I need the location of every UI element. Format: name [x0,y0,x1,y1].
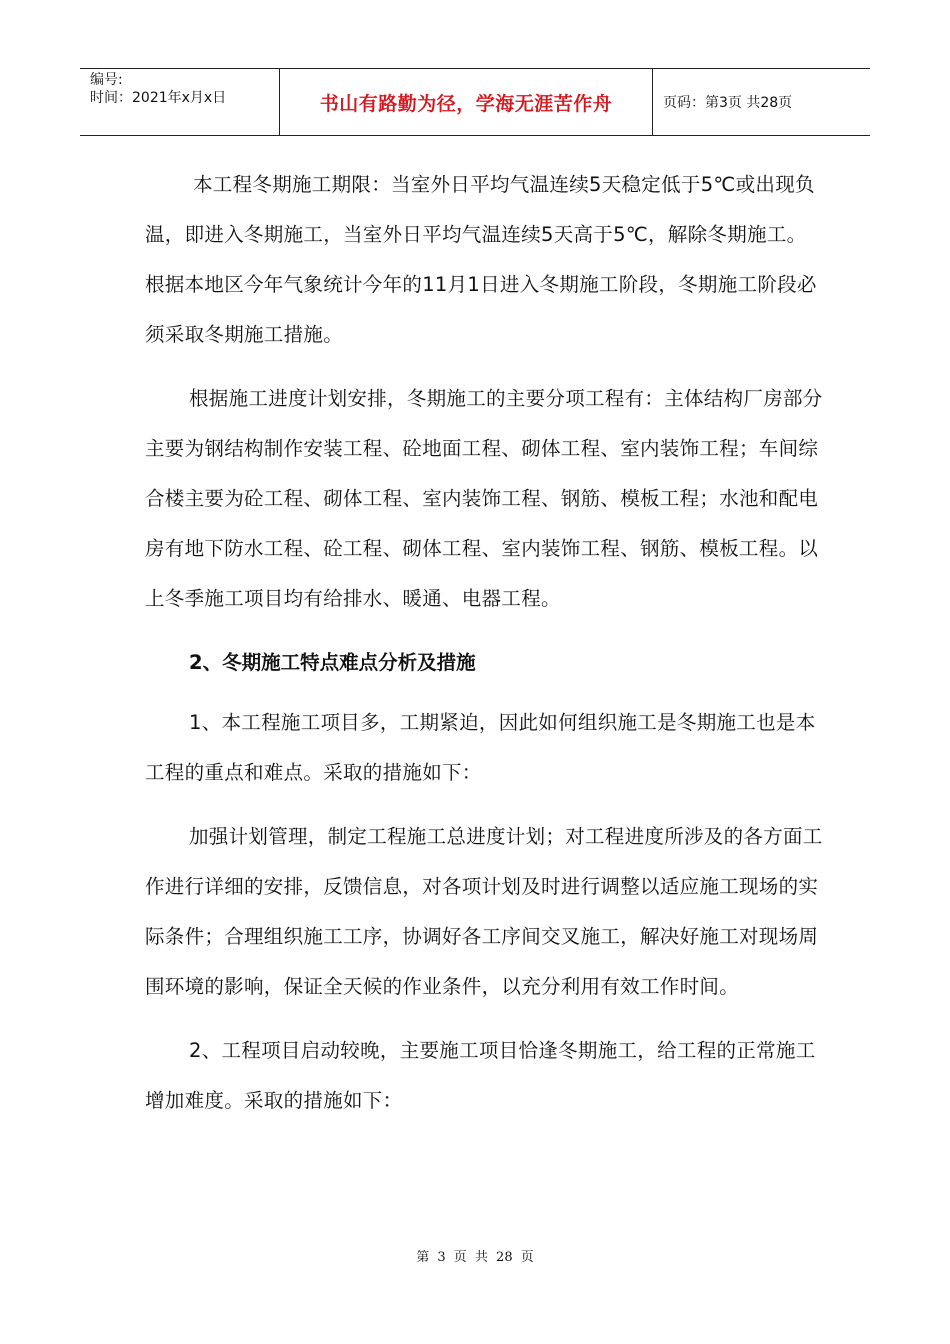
section-heading: 2、冬期施工特点难点分析及措施 [189,651,476,674]
paragraph-difficulty-2: 2、工程项目启动较晚，主要施工项目恰逢冬期施工，给工程的正常施工增加难度。采取的措施如下： [145,1039,816,1112]
header-motto: 书山有路勤为径，学海无涯苦作舟 [280,69,653,135]
document-number-label: 编号: [90,72,123,88]
paragraph-measures-1: 加强计划管理，制定工程施工总进度计划；对工程进度所涉及的各方面工作进行详细的安排，反馈信息，对各项计划及时进行调整以适应施工现场的实际条件；合理组织施工工序，协调好各工序间交叉施工，解决好施工对现场周围环境的影响，保证全天候的作业条件，以充分利用有效工作时间。 [145,825,823,998]
paragraph-work-items: 根据施工进度计划安排，冬期施工的主要分项工程有：主体结构厂房部分主要为钢结构制作安装工程、砼地面工程、砌体工程、室内装饰工程；车间综合楼主要为砼工程、砌体工程、室内装饰工程、钢筋、模板工程；水池和配电房有地下防水工程、砼工程、砌体工程、室内装饰工程、钢筋、模板工程。以上冬季施工项目均有给排水、暖通、电器工程。 [145,387,823,610]
header-page-info: 页码：第3页 共28页 [663,95,793,111]
header-meta-cell [80,69,280,135]
paragraph-difficulty-1: 1、本工程施工项目多，工期紧迫，因此如何组织施工是冬期施工也是本工程的重点和难点。采取的措施如下： [145,711,816,784]
page-footer: 第 3 页 共 28 页 [416,1250,534,1265]
document-body [145,160,825,1140]
document-date: 时间：2021年x月x日 [90,90,227,106]
page-header [80,68,870,136]
paragraph-winter-period: 本工程冬期施工期限：当室外日平均气温连续5天稳定低于5℃或出现负温，即进入冬期施工，当室外日平均气温连续5天高于5℃，解除冬期施工。根据本地区今年气象统计今年的11月1日进入冬期施工阶段，冬期施工阶段必须采取冬期施工措施。 [145,173,817,346]
